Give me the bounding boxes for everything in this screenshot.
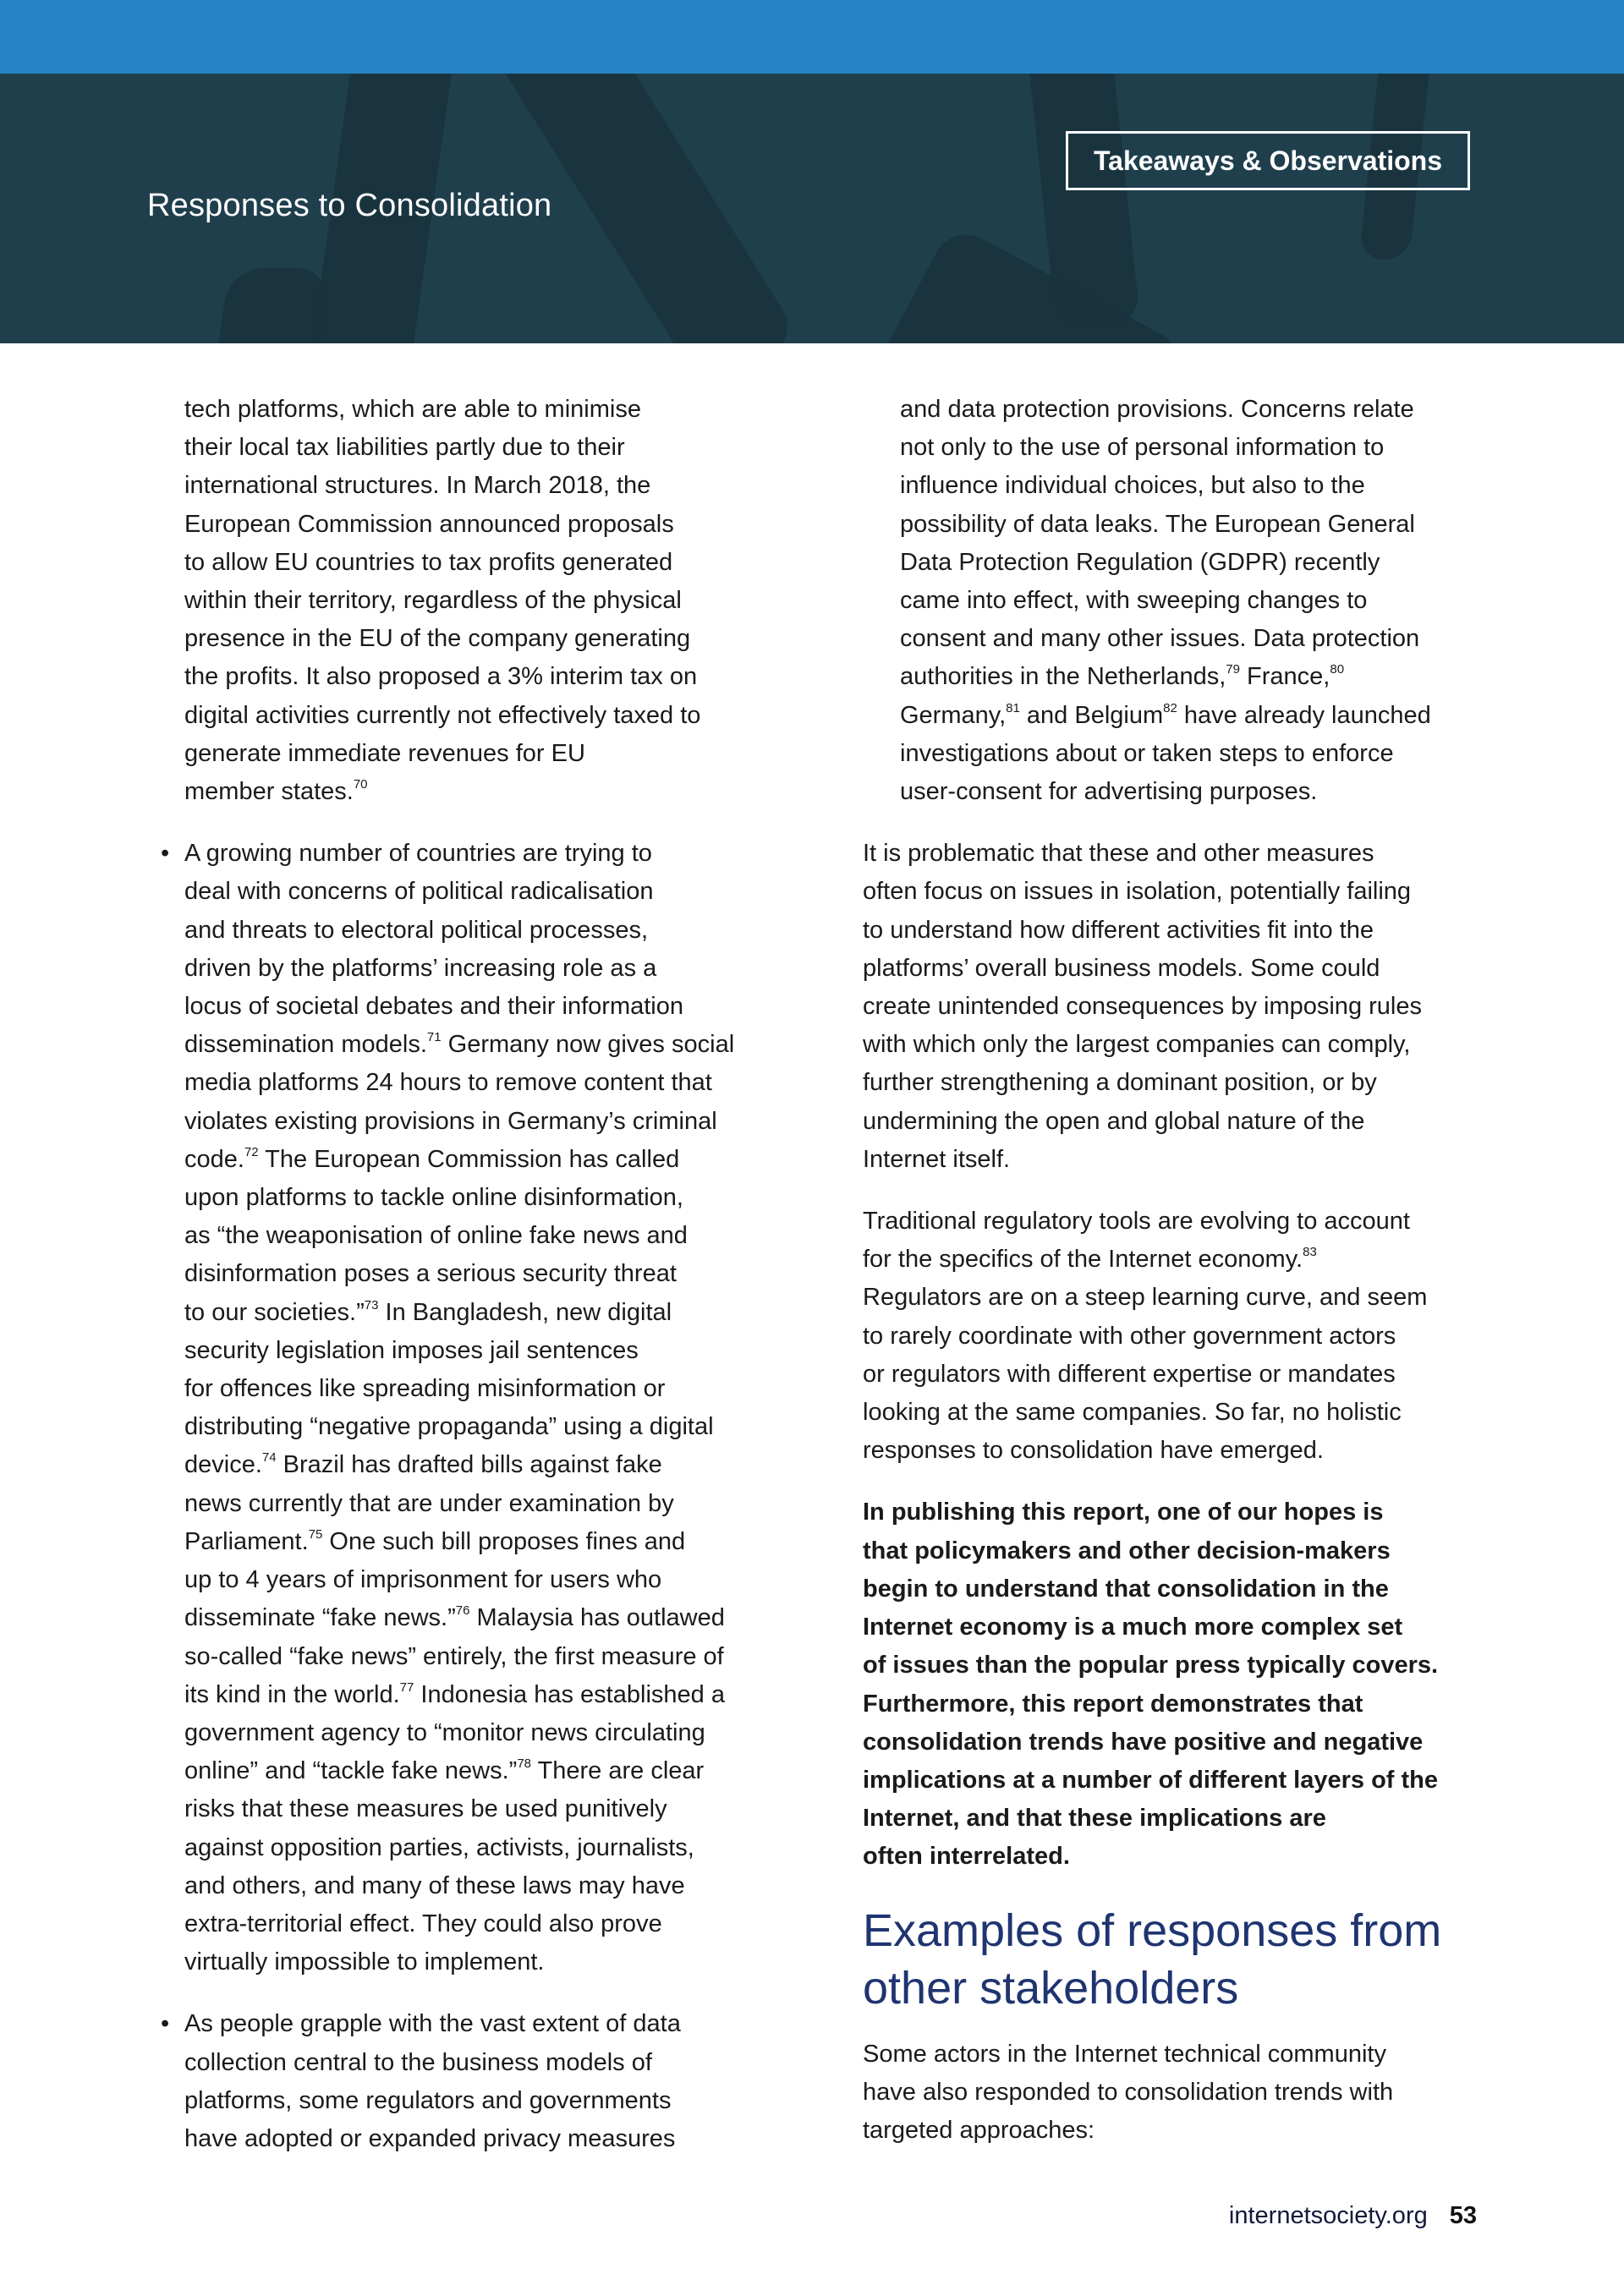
text-line xyxy=(900,429,1480,467)
text-run: Traditional regulatory tools are evolving to account xyxy=(863,1208,1410,1236)
text-line: that policymakers and other decision-makers xyxy=(863,1537,1391,1564)
text-line xyxy=(184,1752,773,1790)
text-line: undermining the open and global nature of the xyxy=(863,1107,1365,1135)
text-line xyxy=(900,697,1480,735)
continued-bullet-text xyxy=(863,391,1480,811)
text-line xyxy=(184,2044,773,2082)
text-line xyxy=(184,1064,773,1102)
section-title: Responses to Consolidation xyxy=(147,188,552,223)
text-line: international structures. In March 2018, the xyxy=(184,472,651,500)
text-line xyxy=(184,1714,773,1752)
text-line xyxy=(184,1638,773,1676)
text-run: locus of societal debates and their information xyxy=(184,993,684,1021)
top-accent-band xyxy=(0,0,1624,74)
text-run: user-consent for advertising purposes. xyxy=(900,778,1318,806)
text-line xyxy=(184,2005,773,2043)
text-line xyxy=(900,544,1480,582)
text-run: for the specifics of the Internet economy. xyxy=(863,1246,1303,1274)
continued-bullet-text xyxy=(147,391,773,811)
footnote-ref[interactable]: 70 xyxy=(353,777,368,792)
text-line: Internet economy is a much more complex set xyxy=(863,1614,1403,1641)
text-run: device. xyxy=(184,1451,262,1479)
text-line: presence in the EU of the company generating xyxy=(184,625,691,653)
banner-decoration xyxy=(873,223,1191,343)
text-run: news currently that are under examination by xyxy=(184,1489,674,1517)
text-run: In Bangladesh, new digital xyxy=(378,1298,672,1326)
text-line: create unintended consequences by imposing rules xyxy=(863,993,1422,1021)
text-run: The European Commission has called xyxy=(258,1145,680,1173)
text-line: of issues than the popular press typically covers. xyxy=(863,1652,1439,1680)
text-run: risks that these measures be used punitively xyxy=(184,1795,667,1823)
text-line xyxy=(863,1356,1480,1394)
section-tag xyxy=(1066,131,1470,190)
bullet-icon: • xyxy=(161,840,170,868)
text-run: There are clear xyxy=(531,1757,705,1785)
text-run: deal with concerns of political radicalisation xyxy=(184,878,654,906)
text-run: A growing number of countries are trying to xyxy=(184,840,652,868)
text-line: to understand how different activities fit into the xyxy=(863,916,1374,944)
text-line: In publishing this report, one of our hopes is xyxy=(863,1499,1384,1526)
text-run: Germany now gives social xyxy=(441,1031,735,1059)
text-run: dissemination models. xyxy=(184,1031,427,1059)
text-run: extra-territorial effect. They could also prove xyxy=(184,1910,662,1937)
text-run: looking at the same companies. So far, no holistic xyxy=(863,1399,1402,1427)
text-line xyxy=(184,1561,773,1599)
text-line: digital activities currently not effectively taxed to xyxy=(184,701,701,729)
text-line xyxy=(900,658,1480,696)
text-line xyxy=(184,1103,773,1141)
text-run: As people grapple with the vast extent of data xyxy=(184,2010,681,2038)
text-line xyxy=(900,506,1480,544)
text-run: disseminate “fake news.” xyxy=(184,1604,456,1632)
text-run: or regulators with different expertise or mandates xyxy=(863,1360,1396,1388)
text-run: online” and “tackle fake news.” xyxy=(184,1757,518,1785)
text-line xyxy=(184,1026,773,1064)
text-run: have already launched xyxy=(1177,701,1431,729)
text-line xyxy=(863,1279,1480,1317)
text-line xyxy=(184,1217,773,1255)
text-run: and data protection provisions. Concerns relate xyxy=(900,396,1414,423)
text-run: Parliament. xyxy=(184,1527,309,1555)
section-tag-label: Takeaways & Observations xyxy=(1093,145,1443,176)
text-line xyxy=(184,1905,773,1943)
text-run: consent and many other issues. Data protection xyxy=(900,625,1420,653)
text-line: Internet, and that these implications are xyxy=(863,1805,1326,1833)
text-run: for offences like spreading misinformation or xyxy=(184,1375,666,1403)
text-line xyxy=(900,620,1480,658)
text-run: Malaysia has outlawed xyxy=(469,1604,725,1632)
text-run: not only to the use of personal information to xyxy=(900,434,1385,462)
text-line xyxy=(184,1790,773,1828)
text-line: consolidation trends have positive and negative xyxy=(863,1728,1424,1756)
text-run: disinformation poses a serious security threat xyxy=(184,1260,677,1288)
bullet-list-item xyxy=(147,2005,773,2158)
page-footer xyxy=(1229,2202,1477,2230)
text-run: code. xyxy=(184,1145,244,1173)
text-line: It is problematic that these and other measures xyxy=(863,840,1374,868)
text-line xyxy=(184,1867,773,1905)
text-run: and others, and many of these laws may have xyxy=(184,1871,685,1899)
left-column xyxy=(147,391,773,2182)
text-line: member states. xyxy=(184,778,354,806)
text-run: and threats to electoral political processes, xyxy=(184,916,649,944)
text-line: often interrelated. xyxy=(863,1843,1070,1871)
bullet-icon: • xyxy=(161,2010,170,2038)
text-run: up to 4 years of imprisonment for users who xyxy=(184,1566,662,1594)
text-line: implications at a number of different layers of the xyxy=(863,1766,1439,1794)
text-run: came into effect, with sweeping changes to xyxy=(900,587,1368,615)
text-run: collection central to the business models of xyxy=(184,2048,652,2076)
text-run: upon platforms to tackle online disinformation, xyxy=(184,1184,683,1212)
text-line xyxy=(184,1485,773,1523)
text-run: have adopted or expanded privacy measures xyxy=(184,2124,676,2152)
text-line xyxy=(863,1432,1480,1470)
footnote-ref[interactable]: 72 xyxy=(244,1144,259,1159)
text-run: Indonesia has established a xyxy=(414,1680,725,1708)
text-line xyxy=(863,1241,1480,1279)
text-line: the profits. It also proposed a 3% interim tax on xyxy=(184,663,698,691)
text-line xyxy=(184,1829,773,1867)
footnote-ref[interactable]: 77 xyxy=(399,1680,414,1695)
text-run: security legislation imposes jail sentences xyxy=(184,1336,639,1364)
text-run: government agency to “monitor news circulating xyxy=(184,1718,705,1746)
text-run: Data Protection Regulation (GDPR) recently xyxy=(900,548,1380,576)
footnote-ref[interactable]: 81 xyxy=(1006,700,1020,715)
intro-paragraph xyxy=(863,2036,1480,2151)
footnote-ref[interactable]: 75 xyxy=(308,1526,323,1542)
text-run: its kind in the world. xyxy=(184,1680,400,1708)
text-run: and Belgium xyxy=(1019,701,1164,729)
banner-decoration xyxy=(194,268,331,343)
text-line: within their territory, regardless of the physical xyxy=(184,587,682,615)
paragraph xyxy=(863,1203,1480,1470)
text-line xyxy=(184,950,773,988)
footnote-ref[interactable]: 76 xyxy=(455,1603,470,1619)
text-line: to allow EU countries to tax profits generated xyxy=(184,548,673,576)
paragraph xyxy=(863,835,1480,1179)
text-line xyxy=(900,467,1480,505)
text-run: Regulators are on a steep learning curve, and seem xyxy=(863,1284,1428,1312)
text-run: Germany, xyxy=(900,701,1007,729)
text-run: to rarely coordinate with other government actors xyxy=(863,1322,1396,1350)
text-line: Internet itself. xyxy=(863,1145,1011,1173)
text-line xyxy=(184,1141,773,1179)
text-run: influence individual choices, but also to the xyxy=(900,472,1365,500)
text-line xyxy=(900,391,1480,429)
text-line: Examples of responses from xyxy=(863,1904,1442,1956)
text-run: responses to consolidation have emerged. xyxy=(863,1437,1324,1465)
right-column xyxy=(863,391,1480,2173)
text-line: Furthermore, this report demonstrates that xyxy=(863,1690,1363,1718)
footnote-ref[interactable]: 82 xyxy=(1163,700,1177,715)
text-run: France, xyxy=(1239,663,1330,691)
footnote-ref[interactable]: 71 xyxy=(426,1030,442,1045)
footnote-ref[interactable]: 79 xyxy=(1226,662,1240,677)
page-number: 53 xyxy=(1449,2202,1477,2229)
key-message-paragraph xyxy=(863,1493,1480,1876)
text-line xyxy=(184,2082,773,2120)
text-line xyxy=(184,1294,773,1332)
text-run: One such bill proposes fines and xyxy=(322,1527,686,1555)
text-line xyxy=(184,988,773,1026)
text-line xyxy=(184,835,773,873)
text-run: platforms, some regulators and governments xyxy=(184,2086,672,2114)
text-line xyxy=(184,873,773,911)
text-line xyxy=(184,2120,773,2158)
text-run: media platforms 24 hours to remove content that xyxy=(184,1069,712,1097)
text-line: generate immediate revenues for EU xyxy=(184,739,585,767)
text-line xyxy=(184,1446,773,1484)
bullet-list-item xyxy=(147,835,773,1981)
text-line xyxy=(863,1394,1480,1432)
text-line: have also responded to consolidation trends with xyxy=(863,2078,1394,2106)
text-line xyxy=(184,912,773,950)
text-line xyxy=(184,1523,773,1561)
subsection-heading xyxy=(863,1902,1480,2017)
footnote-ref[interactable]: 78 xyxy=(517,1756,531,1772)
text-line xyxy=(184,1332,773,1370)
text-line xyxy=(184,1255,773,1293)
footnote-ref[interactable]: 74 xyxy=(261,1450,277,1466)
text-line xyxy=(184,1179,773,1217)
text-run: so-called “fake news” entirely, the first measure of xyxy=(184,1642,724,1670)
text-run: driven by the platforms’ increasing role as a xyxy=(184,954,657,982)
footnote-ref[interactable]: 73 xyxy=(364,1297,379,1312)
text-run: distributing “negative propaganda” using a digital xyxy=(184,1413,714,1441)
text-line: often focus on issues in isolation, potentially failing xyxy=(863,878,1412,906)
text-line: tech platforms, which are able to minimise xyxy=(184,396,641,423)
text-run: Brazil has drafted bills against fake xyxy=(276,1451,662,1479)
text-line: other stakeholders xyxy=(863,1962,1239,2014)
text-line: begin to understand that consolidation in the xyxy=(863,1575,1389,1603)
text-line xyxy=(900,735,1480,773)
text-line: European Commission announced proposals xyxy=(184,510,674,538)
text-line xyxy=(184,1943,773,1981)
text-line: further strengthening a dominant position, or by xyxy=(863,1069,1377,1097)
text-line xyxy=(184,1599,773,1637)
text-line xyxy=(184,1676,773,1714)
text-line: targeted approaches: xyxy=(863,2116,1095,2144)
text-line xyxy=(863,1203,1480,1241)
footer-site-link[interactable]: internetsociety.org xyxy=(1228,2202,1428,2229)
text-line xyxy=(184,1370,773,1408)
text-run: violates existing provisions in Germany’s criminal xyxy=(184,1107,717,1135)
text-run: as “the weaponisation of online fake news and xyxy=(184,1222,688,1250)
text-run: possibility of data leaks. The European General xyxy=(900,510,1415,538)
text-run: against opposition parties, activists, journalists, xyxy=(184,1833,694,1861)
text-run: virtually impossible to implement. xyxy=(184,1948,545,1976)
text-line: their local tax liabilities partly due to their xyxy=(184,434,625,462)
text-run: authorities in the Netherlands, xyxy=(900,663,1226,691)
text-run: to our societies.” xyxy=(184,1298,365,1326)
text-line: Some actors in the Internet technical community xyxy=(863,2040,1386,2068)
footnote-ref[interactable]: 80 xyxy=(1330,662,1345,677)
text-line xyxy=(900,773,1480,811)
text-line xyxy=(184,773,773,811)
text-line xyxy=(184,1408,773,1446)
text-run: investigations about or taken steps to enforce xyxy=(900,739,1394,767)
text-line xyxy=(863,1318,1480,1356)
text-line: platforms’ overall business models. Some could xyxy=(863,954,1380,982)
footnote-ref[interactable]: 83 xyxy=(1303,1245,1317,1260)
text-line xyxy=(900,582,1480,620)
text-line: with which only the largest companies can comply, xyxy=(863,1031,1411,1059)
